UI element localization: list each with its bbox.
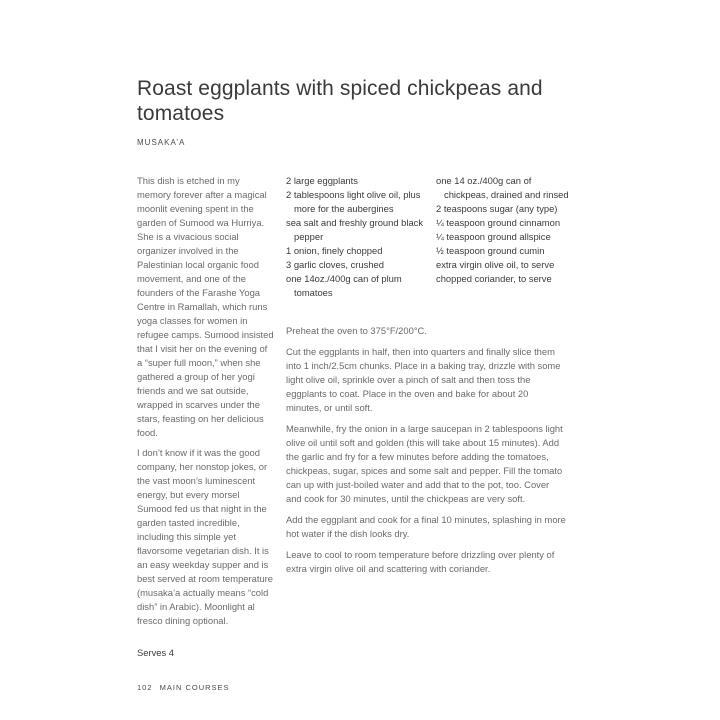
recipe-title: Roast eggplants with spiced chickpeas and tomatoes <box>137 77 543 125</box>
section-name: MAIN COURSES <box>159 683 230 692</box>
recipe-subtitle: MUSAKA’A <box>137 138 186 147</box>
method-step: Meanwhile, fry the onion in a large saucepan in 2 tablespoons light olive oil until soft and golden (this will take about 15 minutes). Add the garlic and fry for a few minutes before adding the tomatoes, chickpeas, sugar, spices and some salt and pepper. Fill the tomato can up with just-boiled water and add that to the pot, too. Cover and cook for 30 minutes, until the chickpeas are very soft. <box>286 423 563 504</box>
ingredient-item: 1 onion, finely chopped <box>286 245 383 256</box>
method-step: Leave to cool to room temperature before drizzling over plenty of extra virgin olive oil and scattering with coriander. <box>286 549 555 574</box>
ingredient-item: extra virgin olive oil, to serve <box>436 259 555 270</box>
ingredient-item: ¼ teaspoon ground cinnamon <box>436 217 561 228</box>
ingredient-item: 2 teaspoons sugar (any type) <box>436 203 558 214</box>
ingredient-item: 3 garlic cloves, crushed <box>286 259 384 270</box>
ingredient-item: one 14oz./400g can of plum tomatoes <box>286 273 402 298</box>
intro-text <box>137 174 275 634</box>
ingredient-item: 2 large eggplants <box>286 175 358 186</box>
method-step: Preheat the oven to 375°F/200°C. <box>286 325 427 336</box>
ingredient-item: ¼ teaspoon ground allspice <box>436 231 551 242</box>
ingredient-item: sea salt and freshly ground black pepper <box>286 217 424 242</box>
ingredient-item: one 14 oz./400g can of chickpeas, drained and rinsed <box>436 175 569 200</box>
ingredient-list-2 <box>436 174 576 286</box>
method-step: Add the eggplant and cook for a final 10 minutes, splashing in more hot water if the dish looks dry. <box>286 514 566 539</box>
method-step: Cut the eggplants in half, then into quarters and finally slice them into 1 inch/2.5cm chunks. Place in a baking tray, drizzle with some light olive oil, sprinkle over a pinch of salt and then toss the eggplants to coat. Place in the oven and bake for about 20 minutes, or until soft. <box>286 346 561 413</box>
page-footer <box>137 683 230 692</box>
ingredient-item: 2 tablespoons light olive oil, plus more for the aubergines <box>286 189 421 214</box>
ingredient-item: chopped coriander, to serve <box>436 273 552 284</box>
intro-paragraph: I don’t know if it was the good company, her nonstop jokes, or the vast moon’s luminescent energy, but every morsel Sumood fed us that night in the garden tasted incredible, including this simple yet flavorsome vegetarian dish. It is an easy weekday supper and is best served at room temperature (musaka’a actually means “cold dish” in Arabic). Moonlight al fresco dining optional. <box>137 447 274 626</box>
ingredient-item: ½ teaspoon ground cumin <box>436 245 545 256</box>
intro-paragraph: This dish is etched in my memory forever after a magical moonlit evening spent in the garden of Sumood wa Hurriya. She is a vivacious social organizer involved in the Palestinian local organic food movement, and one of the founders of the Farashe Yoga Centre in Ramallah, which runs yoga classes for women in refugee camps. Sumood insisted that I visit her on the evening of a “super full moon,” when she gathered a group of her yogi friends and we sat outside, wrapped in scarves under the stars, feasting on her delicious food. <box>137 175 274 438</box>
ingredient-list-1 <box>286 174 428 300</box>
page-number: 102 <box>137 683 153 692</box>
method-steps <box>286 324 566 583</box>
serves-count: Serves 4 <box>137 647 174 658</box>
